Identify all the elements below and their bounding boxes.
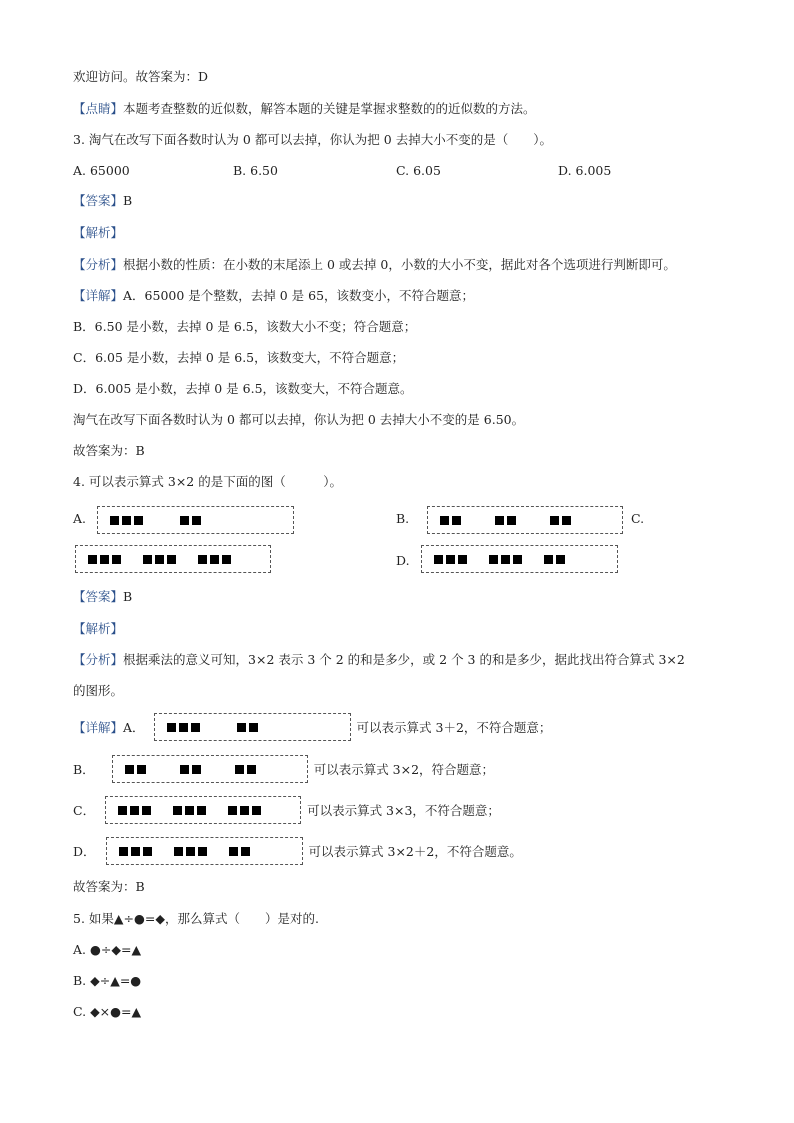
- answer-value: B: [123, 193, 133, 208]
- square-group-3: [119, 847, 152, 856]
- black-square: [210, 555, 219, 564]
- q3-detail-c: C．6.05 是小数，去掉 0 是 6.5，该数变大，不符合题意；: [73, 350, 405, 365]
- detail-d-suffix: 可以表示算式 3×2＋2，不符合题意。: [308, 844, 522, 859]
- square-group-3: [110, 516, 143, 525]
- q4-answer: [73, 588, 132, 606]
- black-square: [513, 555, 522, 564]
- q3-option-b: B. 6.50: [233, 163, 278, 178]
- black-square: [489, 555, 498, 564]
- black-square: [167, 555, 176, 564]
- black-square: [179, 723, 188, 732]
- detail-figure-a: [154, 713, 351, 741]
- square-group-2: [180, 765, 201, 774]
- detail-figure-b: [112, 755, 308, 783]
- q5-option-c: C. ◆×●=▲: [73, 1004, 142, 1019]
- black-square: [237, 723, 246, 732]
- detail-tag: 【详解】: [73, 288, 124, 303]
- q5-question: 5. 如果▲÷●=◆，那么算式（ ）是对的.: [73, 911, 319, 926]
- q4-detail-a: [73, 713, 551, 741]
- q3-fenxi: [73, 256, 676, 274]
- square-group-3: [118, 806, 151, 815]
- q4-option-b-label: B.: [396, 511, 410, 526]
- black-square: [186, 847, 195, 856]
- q4-fenxi-line1: [73, 651, 685, 669]
- q4-figure-d: [421, 545, 618, 573]
- square-group-2: [440, 516, 461, 525]
- black-square: [247, 765, 256, 774]
- black-square: [197, 806, 206, 815]
- square-group-3: [228, 806, 261, 815]
- black-square: [550, 516, 559, 525]
- black-square: [452, 516, 461, 525]
- black-square: [122, 516, 131, 525]
- q4-detail-d: [73, 837, 522, 865]
- black-square: [134, 516, 143, 525]
- dianjing-line: [73, 100, 536, 118]
- black-square: [501, 555, 510, 564]
- q4-analysis-tag: 【解析】: [73, 621, 124, 636]
- answer-tag: 【答案】: [73, 193, 124, 208]
- q4-detail-c: [73, 796, 500, 824]
- detail-b-prefix: B．: [73, 762, 95, 777]
- detail-a-suffix: 可以表示算式 3＋2，不符合题意；: [356, 720, 552, 735]
- black-square: [142, 806, 151, 815]
- fenxi-text: 根据小数的性质：在小数的末尾添上 0 或去掉 0，小数的大小不变，据此对各个选项进行判断即可。: [123, 257, 676, 272]
- square-group-3: [489, 555, 522, 564]
- detail-d-prefix: D．: [73, 844, 96, 859]
- square-group-3: [88, 555, 121, 564]
- q3-detail-a: [73, 287, 474, 305]
- square-group-2: [237, 723, 258, 732]
- square-group-2: [125, 765, 146, 774]
- q3-analysis-tag: 【解析】: [73, 225, 124, 240]
- square-group-2: [229, 847, 250, 856]
- black-square: [198, 555, 207, 564]
- black-square: [434, 555, 443, 564]
- square-group-2: [235, 765, 256, 774]
- detail-figure-d: [106, 837, 303, 865]
- black-square: [112, 555, 121, 564]
- square-group-3: [198, 555, 231, 564]
- black-square: [174, 847, 183, 856]
- black-square: [446, 555, 455, 564]
- black-square: [137, 765, 146, 774]
- black-square: [495, 516, 504, 525]
- q5-option-a: A. ●÷◆=▲: [73, 942, 142, 957]
- black-square: [173, 806, 182, 815]
- square-group-3: [434, 555, 467, 564]
- square-group-3: [174, 847, 207, 856]
- detail-b-suffix: 可以表示算式 3×2，符合题意；: [313, 762, 495, 777]
- black-square: [110, 516, 119, 525]
- q3-summary: 淘气在改写下面各数时认为 0 都可以去掉，你认为把 0 去掉大小不变的是 6.50。: [73, 412, 525, 427]
- q3-option-a: A. 65000: [73, 163, 130, 178]
- black-square: [180, 516, 189, 525]
- q4-question: 4. 可以表示算式 3×2 的是下面的图（ ）。: [73, 474, 342, 489]
- q3-conclusion: 故答案为：B: [73, 443, 145, 458]
- q4-conclusion: 故答案为：B: [73, 879, 145, 894]
- detail-a-prefix: A．: [123, 720, 145, 735]
- black-square: [440, 516, 449, 525]
- fenxi-text: 根据乘法的意义可知，3×2 表示 3 个 2 的和是多少，或 2 个 3 的和是多少，据此找出符合算式 3×2: [123, 652, 685, 667]
- q4-option-d-label: D.: [396, 553, 410, 568]
- black-square: [228, 806, 237, 815]
- detail-tag: 【详解】: [73, 720, 124, 735]
- black-square: [185, 806, 194, 815]
- detail-c-prefix: C．: [73, 803, 96, 818]
- square-group-2: [550, 516, 571, 525]
- q4-figure-b: [427, 506, 623, 534]
- fenxi-tag: 【分析】: [73, 652, 124, 667]
- square-group-2: [180, 516, 201, 525]
- black-square: [241, 847, 250, 856]
- black-square: [191, 723, 200, 732]
- square-group-3: [143, 555, 176, 564]
- black-square: [88, 555, 97, 564]
- dianjing-text: 本题考查整数的近似数，解答本题的关键是掌握求整数的的近似数的方法。: [123, 101, 536, 116]
- black-square: [252, 806, 261, 815]
- previous-conclusion: 欢迎访问。故答案为：D: [73, 69, 209, 84]
- black-square: [458, 555, 467, 564]
- black-square: [222, 555, 231, 564]
- black-square: [125, 765, 134, 774]
- detail-figure-c: [105, 796, 301, 824]
- black-square: [562, 516, 571, 525]
- square-group-3: [173, 806, 206, 815]
- black-square: [198, 847, 207, 856]
- q5-option-b: B. ◆÷▲=●: [73, 973, 142, 988]
- black-square: [180, 765, 189, 774]
- square-group-3: [167, 723, 200, 732]
- square-group-2: [544, 555, 565, 564]
- q3-option-d: D. 6.005: [558, 163, 612, 178]
- black-square: [155, 555, 164, 564]
- black-square: [229, 847, 238, 856]
- black-square: [240, 806, 249, 815]
- black-square: [556, 555, 565, 564]
- q4-detail-b: [73, 755, 494, 783]
- dianjing-tag: 【点睛】: [73, 101, 124, 116]
- q3-detail-b: B．6.50 是小数，去掉 0 是 6.5，该数大小不变；符合题意；: [73, 319, 417, 334]
- black-square: [130, 806, 139, 815]
- black-square: [507, 516, 516, 525]
- black-square: [100, 555, 109, 564]
- q3-option-c: C. 6.05: [396, 163, 441, 178]
- black-square: [119, 847, 128, 856]
- black-square: [192, 765, 201, 774]
- black-square: [131, 847, 140, 856]
- q4-figure-c: [75, 545, 271, 573]
- black-square: [235, 765, 244, 774]
- black-square: [544, 555, 553, 564]
- q4-fenxi-line2: 的图形。: [73, 683, 124, 698]
- q4-figure-a: [97, 506, 294, 534]
- q4-option-a-label: A.: [73, 511, 87, 526]
- black-square: [249, 723, 258, 732]
- detail-a-text: A．65000 是个整数，去掉 0 是 65，该数变小，不符合题意；: [123, 288, 475, 303]
- fenxi-tag: 【分析】: [73, 257, 124, 272]
- answer-value: B: [123, 589, 133, 604]
- q4-option-c-label: C.: [631, 511, 645, 526]
- answer-tag: 【答案】: [73, 589, 124, 604]
- black-square: [118, 806, 127, 815]
- q3-question: 3. 淘气在改写下面各数时认为 0 都可以去掉，你认为把 0 去掉大小不变的是（ ）。: [73, 132, 552, 147]
- black-square: [167, 723, 176, 732]
- q3-answer: [73, 192, 132, 210]
- q3-detail-d: D．6.005 是小数，去掉 0 是 6.5，该数变大，不符合题意。: [73, 381, 413, 396]
- square-group-2: [495, 516, 516, 525]
- detail-c-suffix: 可以表示算式 3×3，不符合题意；: [307, 803, 500, 818]
- black-square: [143, 555, 152, 564]
- black-square: [192, 516, 201, 525]
- black-square: [143, 847, 152, 856]
